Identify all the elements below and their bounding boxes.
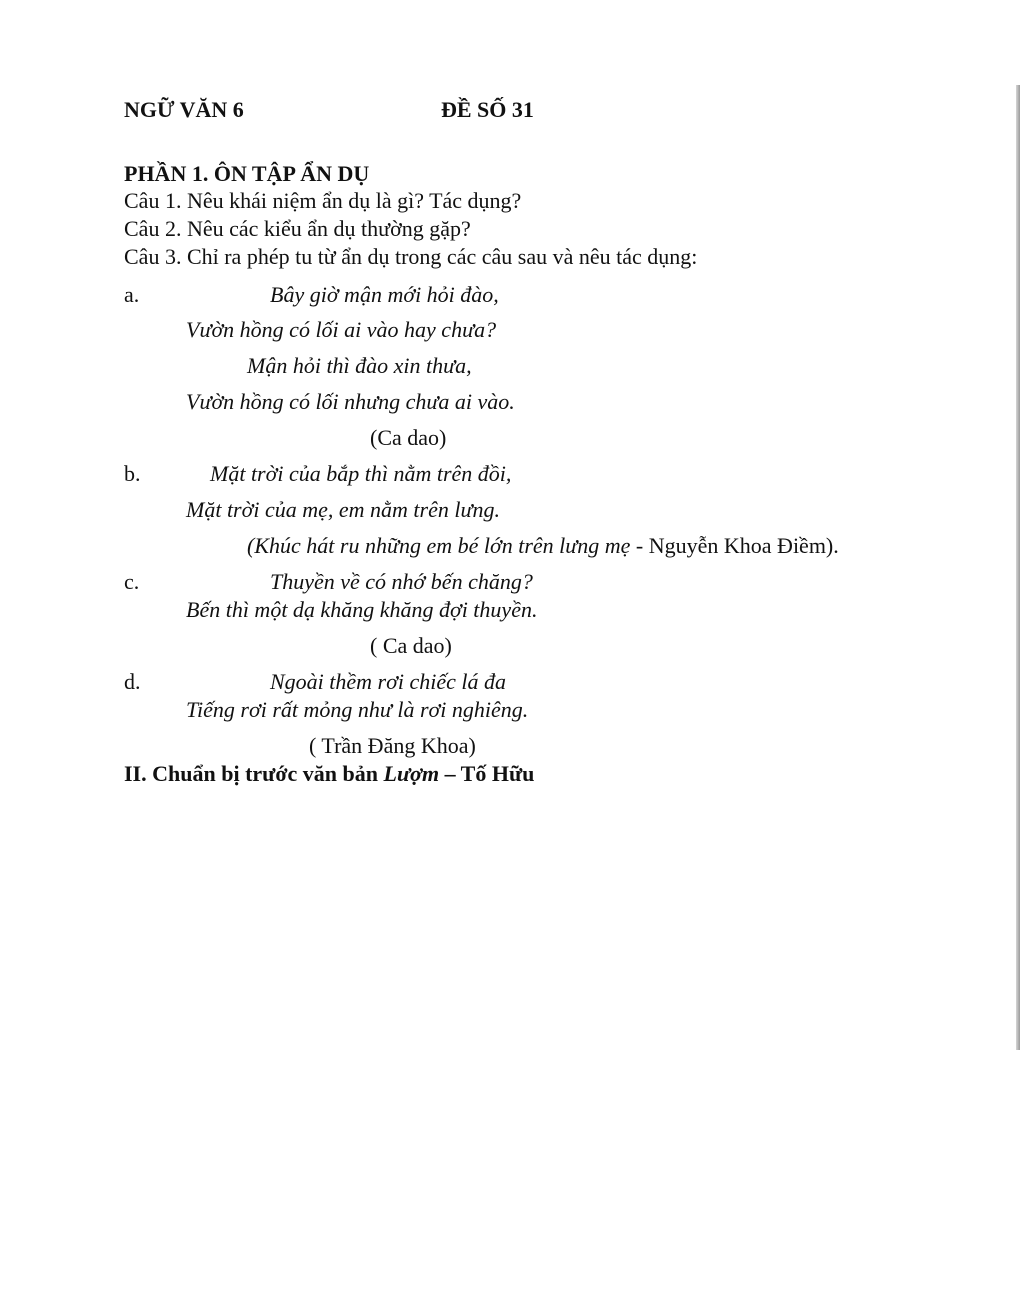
example-d-line-1: Ngoài thềm rơi chiếc lá đa bbox=[270, 669, 506, 694]
example-b-source bbox=[247, 533, 839, 559]
part2-suffix: – Tố Hữu bbox=[439, 761, 535, 786]
subject-title: NGỮ VĂN 6 bbox=[124, 97, 244, 122]
example-a-line-4: Vườn hồng có lối nhưng chưa ai vào. bbox=[186, 389, 515, 414]
example-b-source-author: - Nguyễn Khoa Điềm). bbox=[630, 533, 839, 558]
example-d-marker: d. bbox=[124, 669, 141, 694]
part1-heading: PHẦN 1. ÔN TẬP ẨN DỤ bbox=[124, 161, 370, 186]
exam-number: ĐỀ SỐ 31 bbox=[441, 97, 534, 122]
page-edge-shadow bbox=[1016, 85, 1020, 1050]
example-a-line-1: Bây giờ mận mới hỏi đào, bbox=[270, 282, 499, 307]
question-1: Câu 1. Nêu khái niệm ẩn dụ là gì? Tác dụng? bbox=[124, 188, 522, 213]
example-a-source: (Ca dao) bbox=[370, 425, 447, 450]
example-d-source: ( Trần Đăng Khoa) bbox=[309, 733, 476, 758]
example-b-line-1: Mặt trời của bắp thì nằm trên đồi, bbox=[210, 461, 512, 486]
example-a-line-3: Mận hỏi thì đào xin thưa, bbox=[247, 353, 472, 378]
question-3: Câu 3. Chỉ ra phép tu từ ẩn dụ trong các câu sau và nêu tác dụng: bbox=[124, 244, 698, 269]
example-c-source: ( Ca dao) bbox=[370, 633, 452, 658]
example-d-line-2: Tiếng rơi rất mỏng như là rơi nghiêng. bbox=[186, 697, 529, 722]
part2-heading bbox=[124, 761, 534, 787]
example-a-line-2: Vườn hồng có lối ai vào hay chưa? bbox=[186, 317, 497, 342]
example-c-line-2: Bến thì một dạ khăng khăng đợi thuyền. bbox=[186, 597, 538, 622]
question-2: Câu 2. Nêu các kiểu ẩn dụ thường gặp? bbox=[124, 216, 471, 241]
part2-title: Lượm bbox=[383, 761, 440, 786]
example-b-source-work: (Khúc hát ru những em bé lớn trên lưng mẹ bbox=[247, 533, 631, 558]
example-a-marker: a. bbox=[124, 282, 140, 307]
example-c-marker: c. bbox=[124, 569, 140, 594]
example-b-marker: b. bbox=[124, 461, 141, 486]
part2-prefix: II. Chuẩn bị trước văn bản bbox=[124, 761, 384, 786]
example-c-line-1: Thuyền về có nhớ bến chăng? bbox=[270, 569, 533, 594]
example-b-line-2: Mặt trời của mẹ, em nằm trên lưng. bbox=[186, 497, 500, 522]
